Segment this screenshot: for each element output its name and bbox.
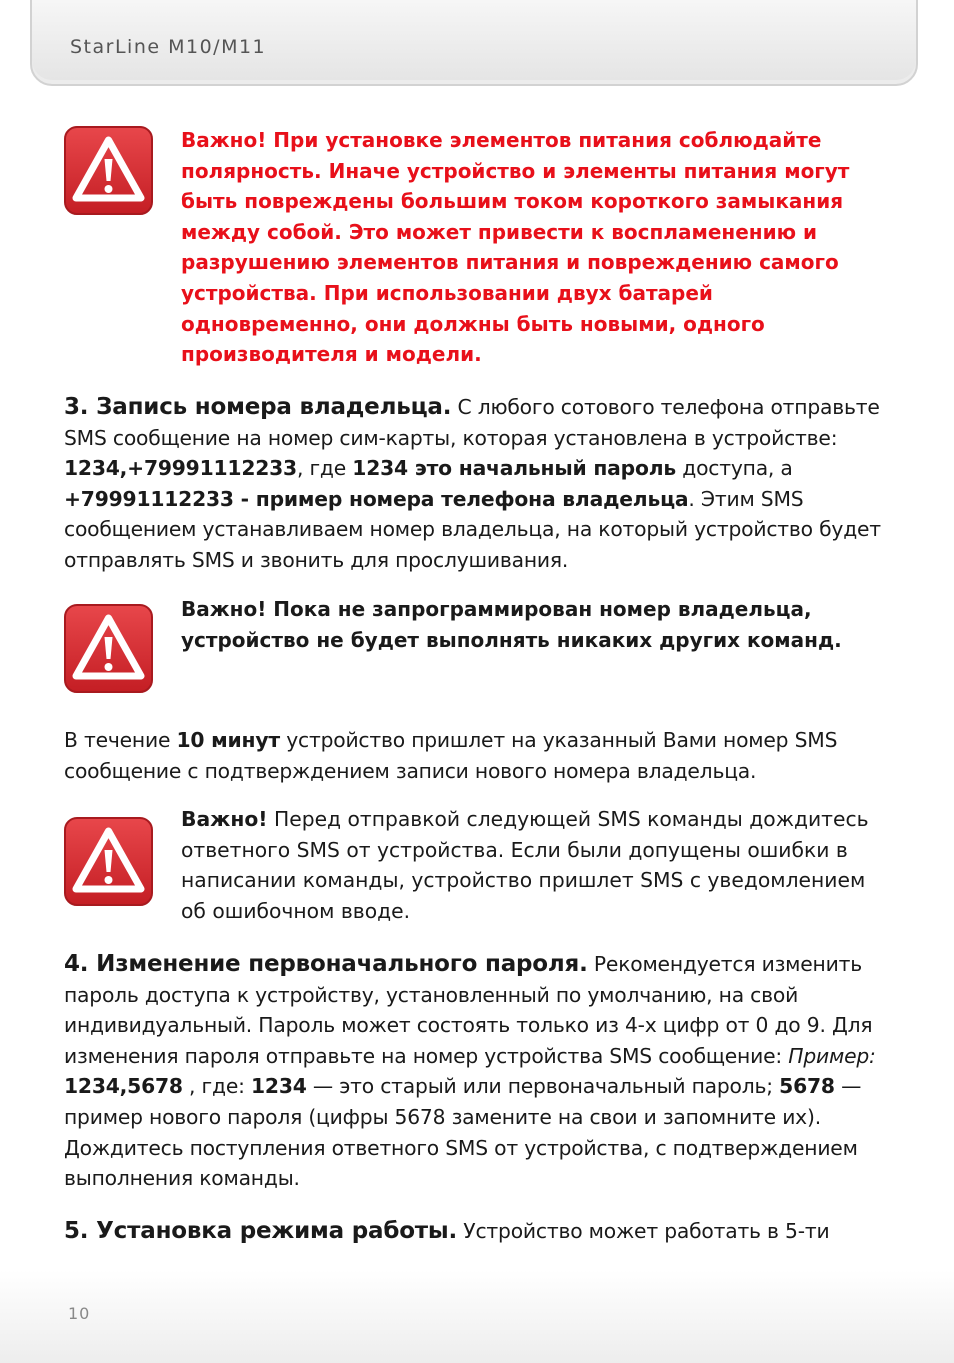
warning-text: Важно! Пока не запрограммирован номер владельца, устройство не будет выполнять никаких других команд. (181, 597, 842, 652)
bold-text: 5678 (779, 1074, 835, 1099)
bold-text: 10 минут (176, 728, 280, 752)
paragraph-text: Рекомендуется изменить пароль доступа к устройству, установленный по умолчанию, на свой индивидуальный. Пароль может состоять только из 4-х цифр от 0 до 9. Для изменения пароля отправьте на номер устройства SMS сообщение: (64, 952, 873, 1068)
paragraph-text: устройство пришлет на указанный Вами номер SMS сообщение с подтверждением записи нового номера владельца. (64, 728, 838, 783)
bold-text: Важно! (181, 807, 268, 831)
warning-note-wait (181, 804, 896, 926)
paragraph-text: Устройство может работать в 5-ти (457, 1219, 830, 1243)
paragraph-text: доступа, а (676, 456, 793, 481)
paragraph-text: , где: (182, 1074, 251, 1099)
sms-command: 1234,+79991112233 (64, 456, 297, 481)
paragraph-text: В течение (64, 728, 177, 752)
italic-text: Пример: (788, 1043, 876, 1068)
paragraph-text: С любого сотового телефона отправьте SMS сообщение на номер сим-карты, которая установлена в устройстве: (64, 395, 880, 450)
warning-text: Важно! При установке элементов питания соблюдайте полярность. Иначе устройство и элементы питания могут быть повреждены большим током короткого замыкания между собой. Это может привести к воспламенению и разрушению элементов питания и повреждению самого устройства. При использовании двух батарей одновременно, они должны быть новыми, одного производителя и модели. (181, 128, 850, 367)
section-heading: 5. Установка режима работы. (64, 1218, 458, 1244)
warning-text: Перед отправкой следующей SMS команды дождитесь ответного SMS от устройства. Если были допущены ошибки в написании команды, устройство пришлет SMS с уведомлением об ошибочном вводе. (181, 807, 869, 923)
bold-text: 1234 (251, 1074, 307, 1099)
paragraph-text: , где (296, 456, 353, 481)
paragraph-text: — это старый или первоначальный пароль; (306, 1074, 780, 1099)
info-paragraph (64, 725, 894, 786)
bold-text: +79991112233 - пример номера телефона владельца (64, 486, 689, 511)
warning-triangle-icon (64, 126, 152, 214)
section-change-password (64, 949, 894, 1194)
warning-triangle-icon (64, 604, 152, 692)
page-number: 10 (68, 1304, 91, 1323)
warning-note-owner (181, 594, 896, 655)
warning-triangle-icon (64, 817, 152, 905)
warning-note-polarity (181, 125, 896, 370)
section-heading: 4. Изменение первоначального пароля. (64, 951, 588, 977)
header-title: StarLine M10/M11 (70, 36, 267, 58)
paragraph-text: — пример нового пароля (цифры 5678 замените на свои и запомните их). Дождитесь поступления ответного SMS от устройства, с подтверждением выполнения команды. (64, 1074, 862, 1191)
page-footer (0, 1270, 954, 1363)
section-work-mode (64, 1216, 894, 1247)
sms-command: 1234,5678 (64, 1074, 183, 1099)
page-header (30, 0, 918, 86)
section-owner-number (64, 392, 894, 576)
paragraph-text: . Этим SMS сообщением устанавливаем номер владельца, на который устройство будет отправлять SMS и звонить для прослушивания. (64, 486, 881, 572)
bold-text: 1234 это начальный пароль (352, 456, 676, 481)
section-heading: 3. Запись номера владельца. (64, 394, 452, 420)
